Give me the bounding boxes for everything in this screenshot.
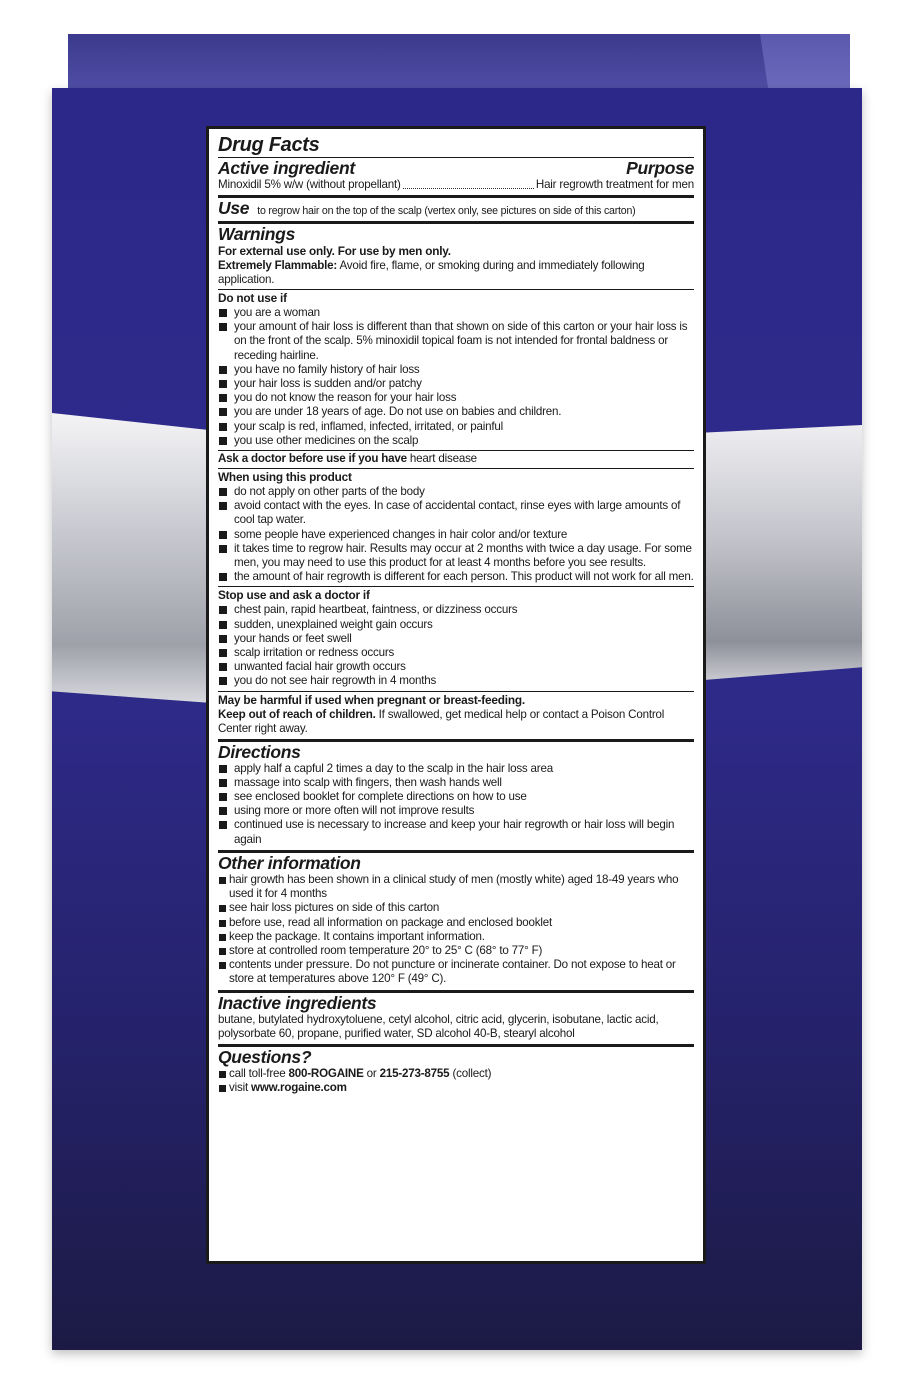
other-information-section bbox=[218, 853, 694, 993]
children-warning bbox=[218, 708, 694, 736]
when-using-list bbox=[218, 485, 694, 584]
list-item: sudden, unexplained weight gain occurs bbox=[218, 618, 694, 632]
list-item: avoid contact with the eyes. In case of accidental contact, rinse eyes with large amounts of cool tap water. bbox=[218, 499, 694, 527]
do-not-use-list bbox=[218, 306, 694, 448]
list-item: you do not see hair regrowth in 4 months bbox=[218, 674, 694, 688]
ask-doctor-label: Ask a doctor before use if you have bbox=[218, 452, 407, 466]
list-item: you are a woman bbox=[218, 306, 694, 320]
list-item: hair growth has been shown in a clinical study of men (mostly white) aged 18-49 years who used it for 4 months bbox=[218, 873, 694, 901]
carton-top-edge bbox=[760, 34, 850, 94]
call-suffix: (collect) bbox=[452, 1066, 492, 1080]
purpose-value: Hair regrowth treatment for men bbox=[535, 178, 694, 191]
list-item: massage into scalp with fingers, then wash hands well bbox=[218, 776, 694, 790]
list-item: your amount of hair loss is different than that shown on side of this carton or your hair loss is on the front of the scalp. 5% minoxidil topical foam is not intended for frontal baldness or receding hairline. bbox=[218, 320, 694, 363]
carton-top-flap bbox=[68, 34, 852, 90]
list-item: your scalp is red, inflamed, infected, irritated, or painful bbox=[218, 420, 694, 434]
directions-list bbox=[218, 762, 694, 847]
visit-prefix: visit bbox=[229, 1080, 248, 1094]
list-item: some people have experienced changes in hair color and/or texture bbox=[218, 528, 694, 542]
call-or: or bbox=[366, 1066, 377, 1080]
list-item: you are under 18 years of age. Do not use on babies and children. bbox=[218, 405, 694, 419]
silver-band-left bbox=[52, 413, 212, 703]
flammable-text: Avoid fire, flame, or smoking during and immediately following application. bbox=[218, 259, 645, 286]
list-item: apply half a capful 2 times a day to the scalp in the hair loss area bbox=[218, 762, 694, 776]
drug-facts-label bbox=[206, 126, 706, 1264]
phone-number-collect: 215-273-8755 bbox=[379, 1066, 450, 1080]
list-item: the amount of hair regrowth is different for each person. This product will not work for all men. bbox=[218, 570, 694, 584]
active-ingredient-section bbox=[218, 133, 694, 198]
flammable-label: Extremely Flammable: bbox=[218, 259, 338, 272]
website-url: www.rogaine.com bbox=[251, 1080, 347, 1094]
dot-leader bbox=[403, 188, 534, 189]
external-use-warning: For external use only. For use by men only. bbox=[218, 244, 451, 258]
do-not-use-heading: Do not use if bbox=[218, 291, 287, 305]
children-text: If swallowed, get medical help or contact a Poison Control Center right away. bbox=[218, 707, 665, 735]
list-item: you do not know the reason for your hair loss bbox=[218, 391, 694, 405]
drug-facts-title: Drug Facts bbox=[218, 134, 320, 156]
list-item: continued use is necessary to increase and keep your hair regrowth or hair loss will begin again bbox=[218, 818, 694, 846]
inactive-ingredients-heading: Inactive ingredients bbox=[218, 992, 377, 1013]
questions-section bbox=[218, 1047, 694, 1098]
silver-band-right bbox=[704, 425, 862, 680]
use-section bbox=[218, 198, 694, 224]
list-item: your hands or feet swell bbox=[218, 632, 694, 646]
list-item: keep the package. It contains important information. bbox=[218, 930, 694, 944]
list-item: scalp irritation or redness occurs bbox=[218, 646, 694, 660]
active-ingredient-heading: Active ingredient bbox=[218, 158, 355, 178]
purpose-heading: Purpose bbox=[626, 158, 694, 178]
list-item: see hair loss pictures on side of this carton bbox=[218, 901, 694, 915]
questions-heading: Questions? bbox=[218, 1046, 312, 1067]
list-item: chest pain, rapid heartbeat, faintness, or dizziness occurs bbox=[218, 603, 694, 617]
call-prefix: call toll-free bbox=[229, 1066, 286, 1080]
questions-list bbox=[218, 1067, 694, 1095]
children-label: Keep out of reach of children. bbox=[218, 707, 376, 721]
ask-doctor-row bbox=[218, 450, 694, 466]
list-item: you have no family history of hair loss bbox=[218, 363, 694, 377]
inactive-ingredients-section bbox=[218, 993, 694, 1047]
stop-use-list bbox=[218, 603, 694, 688]
directions-section bbox=[218, 742, 694, 853]
list-item: it takes time to regrow hair. Results may occur at 2 months with twice a day usage. For some men, you may need to use this product for at least 4 months before you see results. bbox=[218, 542, 694, 570]
list-item: your hair loss is sudden and/or patchy bbox=[218, 377, 694, 391]
other-information-heading: Other information bbox=[218, 852, 361, 873]
list-item: store at controlled room temperature 20° to 25° C (68° to 77° F) bbox=[218, 944, 694, 958]
list-item: you use other medicines on the scalp bbox=[218, 434, 694, 448]
inactive-ingredients-text: butane, butylated hydroxytoluene, cetyl alcohol, citric acid, glycerin, isobutane, lactic acid, polysorbate 60, propane, purified water, SD alcohol 40-B, stearyl alcohol bbox=[218, 1012, 659, 1040]
phone-line bbox=[218, 1067, 694, 1081]
list-item: unwanted facial hair growth occurs bbox=[218, 660, 694, 674]
pregnancy-warning: May be harmful if used when pregnant or breast-feeding. bbox=[218, 692, 525, 707]
list-item: see enclosed booklet for complete directions on how to use bbox=[218, 790, 694, 804]
list-item: contents under pressure. Do not puncture or incinerate container. Do not expose to heat or store at temperatures above 120° F (49° C). bbox=[218, 958, 694, 986]
stop-use-heading: Stop use and ask a doctor if bbox=[218, 588, 370, 603]
flammable-warning bbox=[218, 259, 694, 287]
ask-doctor-text: heart disease bbox=[409, 452, 477, 466]
website-line bbox=[218, 1081, 694, 1095]
warnings-heading: Warnings bbox=[218, 224, 296, 244]
when-using-heading: When using this product bbox=[218, 470, 352, 485]
list-item: do not apply on other parts of the body bbox=[218, 485, 694, 499]
list-item: using more or more often will not improve results bbox=[218, 804, 694, 818]
use-text: to regrow hair on the top of the scalp (vertex only, see pictures on side of this carton) bbox=[257, 205, 636, 217]
warnings-section bbox=[218, 224, 694, 742]
other-information-list bbox=[218, 873, 694, 987]
active-ingredient-value: Minoxidil 5% w/w (without propellant) bbox=[218, 178, 401, 191]
list-item: before use, read all information on package and enclosed booklet bbox=[218, 916, 694, 930]
directions-heading: Directions bbox=[218, 741, 301, 762]
phone-number-primary: 800-ROGAINE bbox=[288, 1066, 364, 1080]
use-heading: Use bbox=[218, 198, 250, 218]
